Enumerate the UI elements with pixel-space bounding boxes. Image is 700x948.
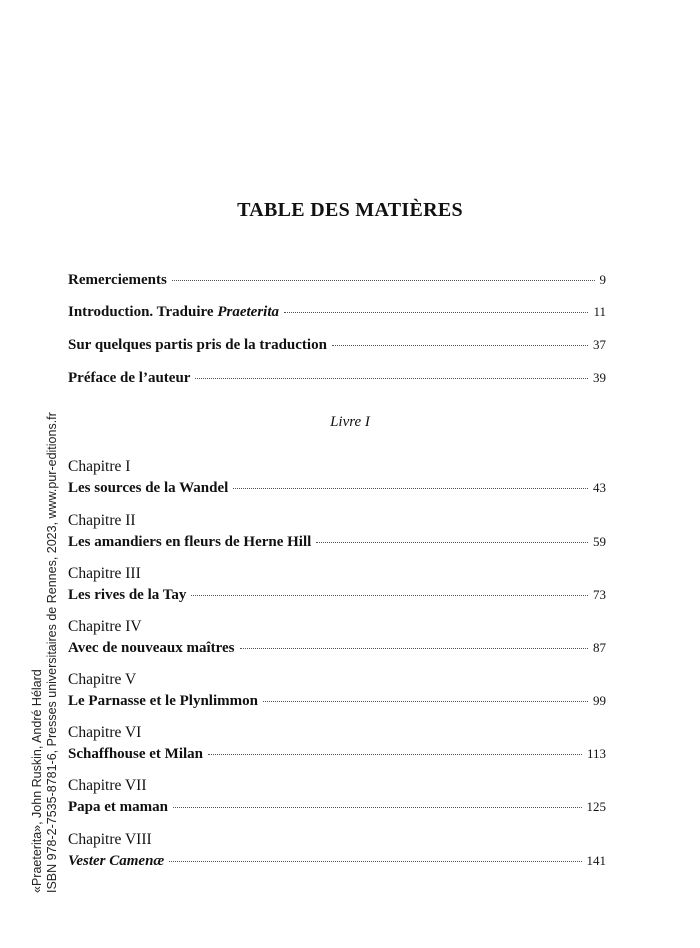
toc-entry-chapter-1[interactable] (68, 480, 606, 500)
toc-page-number: 9 (599, 272, 606, 287)
toc-page-number: 11 (593, 304, 606, 319)
toc-page-number: 125 (586, 799, 606, 814)
dot-leader (172, 279, 595, 281)
toc-page-number: 43 (593, 480, 606, 495)
toc-entry-chapter-6[interactable] (68, 746, 606, 766)
dot-leader (233, 487, 588, 489)
toc-entry-label: Introduction. Traduire Praeterita (68, 304, 279, 320)
dot-leader (169, 860, 581, 862)
toc-page-number: 99 (593, 693, 606, 708)
side-note-line: «Praeterita», John Ruskin, André Hélard (30, 669, 44, 893)
toc-entry-label: Remerciements (68, 272, 167, 288)
dot-leader (191, 594, 588, 596)
dot-leader (332, 344, 588, 346)
toc-entry-label: Les amandiers en fleurs de Herne Hill (68, 534, 312, 550)
toc-entry-chapter-3[interactable] (68, 587, 606, 607)
page-title: TABLE DES MATIÈRES (237, 199, 463, 221)
toc-entry-label: Avec de nouveaux maîtres (68, 640, 235, 656)
chapter-number: Chapitre III (68, 565, 141, 582)
toc-entry-label: Le Parnasse et le Plynlimmon (68, 693, 258, 709)
dot-leader (173, 806, 582, 808)
dot-leader (316, 541, 588, 543)
chapter-number: Chapitre VI (68, 724, 142, 741)
chapter-number: Chapitre V (68, 671, 137, 688)
chapter-number: Chapitre VII (68, 777, 147, 794)
toc-entry-label: Vester Camenæ (68, 853, 165, 869)
chapter-number: Chapitre VIII (68, 831, 152, 848)
toc-entry-introduction[interactable] (68, 304, 606, 324)
chapter-number: Chapitre I (68, 458, 131, 475)
toc-entry-label: Les sources de la Wandel (68, 480, 229, 496)
toc-entry-label: Sur quelques partis pris de la traduction (68, 337, 327, 353)
dot-leader (240, 647, 588, 649)
toc-entry-preface[interactable] (68, 370, 606, 390)
toc-entry-partis-pris[interactable] (68, 337, 606, 357)
toc-page-number: 87 (593, 640, 606, 655)
toc-entry-label: Les rives de la Tay (68, 587, 187, 603)
dot-leader (284, 311, 588, 313)
toc-page-number: 141 (586, 853, 606, 868)
dot-leader (195, 377, 588, 379)
book-heading: Livre I (330, 414, 370, 430)
toc-entry-label: Préface de l’auteur (68, 370, 191, 386)
chapter-number: Chapitre IV (68, 618, 142, 635)
toc-entry-label: Schaffhouse et Milan (68, 746, 203, 762)
toc-page-number: 39 (593, 370, 606, 385)
chapter-number: Chapitre II (68, 512, 136, 529)
toc-entry-chapter-2[interactable] (68, 534, 606, 554)
toc-entry-remerciements[interactable] (68, 272, 606, 292)
toc-entry-label: Papa et maman (68, 799, 168, 815)
dot-leader (263, 700, 588, 702)
toc-page-number: 73 (593, 587, 606, 602)
toc-page-number: 59 (593, 534, 606, 549)
side-copyright-note (30, 412, 60, 893)
toc-entry-chapter-8[interactable] (68, 853, 606, 873)
toc-page-number: 37 (593, 337, 606, 352)
toc-entry-chapter-4[interactable] (68, 640, 606, 660)
dot-leader (208, 753, 582, 755)
toc-entry-chapter-5[interactable] (68, 693, 606, 713)
side-note-line: ISBN 978-2-7535-8781-6, Presses universitaires de Rennes, 2023, www.pur-editions.fr (45, 412, 59, 893)
toc-page-number: 113 (586, 746, 606, 761)
toc-entry-chapter-7[interactable] (68, 799, 606, 819)
